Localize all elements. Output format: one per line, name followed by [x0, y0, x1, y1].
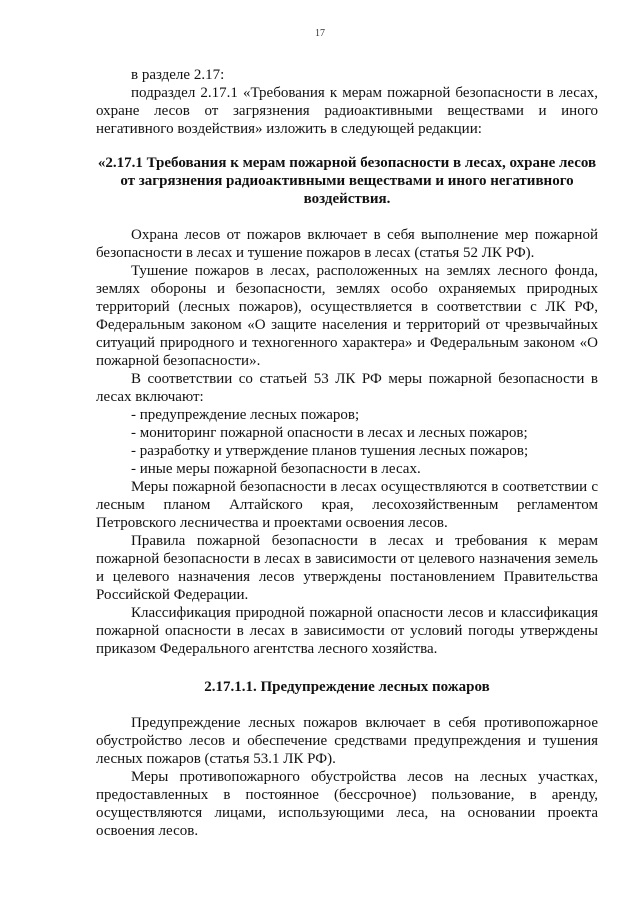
list-item: - разработку и утверждение планов тушения лесных пожаров;: [131, 443, 529, 459]
section-paragraph-2: Тушение пожаров в лесах, расположенных на землях лесного фонда, землях обороны и безопасности, землях особо охраняемых природных территорий (лесных пожаров), осуществляется в соответствии с ЛК РФ, Федеральным законом «О защите населения и территорий от чрезвычайных ситуаций природного и техногенного характера» и Федеральным законом «О пожарной безопасности».: [96, 263, 598, 369]
list-item: - предупреждение лесных пожаров;: [131, 407, 360, 423]
page-number: 17: [315, 28, 325, 39]
section-paragraph-4: Меры пожарной безопасности в лесах осуществляются в соответствии с лесным планом Алтайского края, лесохозяйственным регламентом Петровского лесничества и проектами освоения лесов.: [96, 479, 598, 531]
spacer: [96, 208, 598, 226]
list-item: - иные меры пожарной безопасности в лесах.: [131, 461, 421, 477]
intro-line-2: подраздел 2.17.1 «Требования к мерам пожарной безопасности в лесах, охране лесов от загрязнения радиоактивными веществами и иного негативного воздействия» изложить в следующей редакции:: [96, 85, 598, 137]
spacer: [96, 696, 598, 714]
section-paragraph-3: В соответствии со статьей 53 ЛК РФ меры пожарной безопасности в лесах включают:: [96, 371, 598, 405]
page-content: [96, 66, 598, 840]
section-heading: «2.17.1 Требования к мерам пожарной безопасности в лесах, охране лесов от загрязнения радиоактивными веществами и иного негативного воздействия.: [97, 155, 597, 207]
subsection-paragraph-2: Меры противопожарного обустройства лесов на лесных участках, предоставленных в постоянное (бессрочное) пользование, в аренду, осуществляются лицами, использующими леса, на основании проекта освоения лесов.: [96, 769, 598, 839]
section-paragraph-1: Охрана лесов от пожаров включает в себя выполнение мер пожарной безопасности в лесах и тушение пожаров в лесах (статья 52 ЛК РФ).: [96, 227, 598, 261]
intro-line-1: в разделе 2.17:: [131, 67, 225, 83]
subsection-heading: 2.17.1.1. Предупреждение лесных пожаров: [204, 679, 490, 695]
section-paragraph-5: Правила пожарной безопасности в лесах и требования к мерам пожарной безопасности в лесах в зависимости от целевого назначения земель и целевого назначения лесов утверждены постановлением Правительства Российской Федерации.: [96, 533, 598, 603]
subsection-paragraph-1: Предупреждение лесных пожаров включает в себя противопожарное обустройство лесов и обеспечение средствами предупреждения и тушения лесных пожаров (статья 53.1 ЛК РФ).: [96, 715, 598, 767]
section-paragraph-6: Классификация природной пожарной опасности лесов и классификация пожарной опасности в лесах в зависимости от условий погоды утверждены приказом Федерального агентства лесного хозяйства.: [96, 605, 598, 657]
list-item: - мониторинг пожарной опасности в лесах и лесных пожаров;: [131, 425, 528, 441]
